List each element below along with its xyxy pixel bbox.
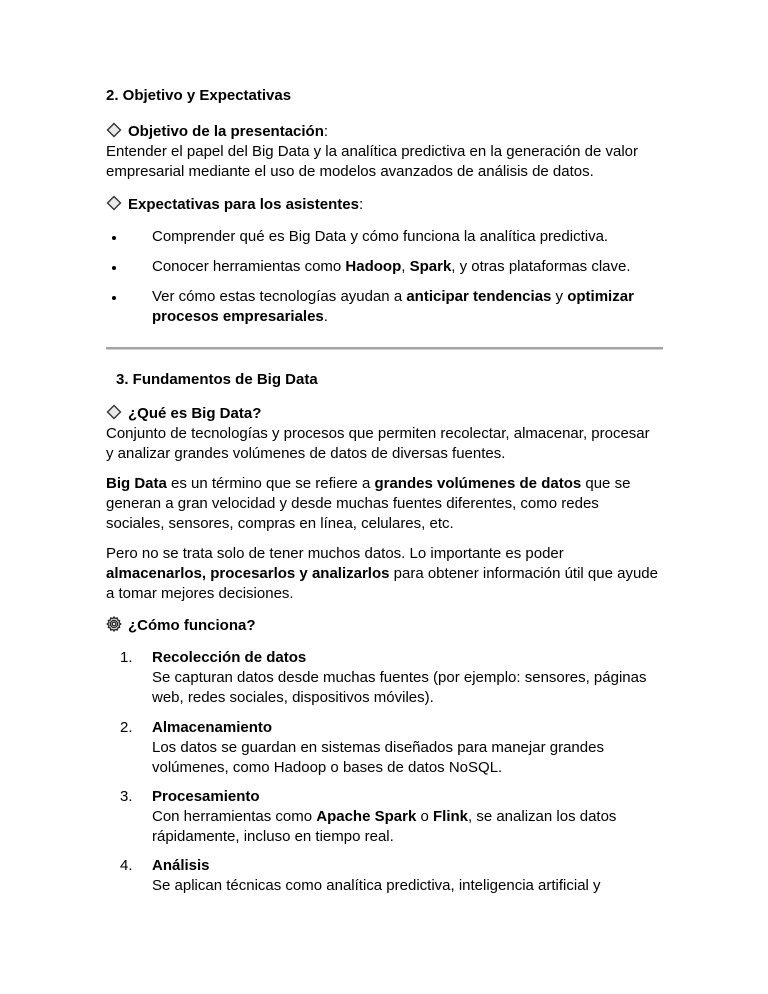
para2-line-1: Pero no se trata solo de tener muchos datos. Lo importante es poder (106, 545, 564, 562)
para1-line-2: generan a gran velocidad y desde muchas fuentes diferentes, como redes (106, 495, 599, 512)
expectativas-colon: : (358, 196, 364, 213)
objetivo-label: Objetivo de la presentación (128, 123, 324, 140)
para1-line-3: sociales, sensores, compras en línea, celulares, etc. (106, 515, 454, 532)
bold-spark: Spark (409, 258, 452, 275)
gear-icon (106, 616, 122, 632)
que-es-label: ¿Qué es Big Data? (128, 405, 262, 422)
que-es-heading (106, 404, 666, 424)
step-number: 2. (120, 719, 133, 736)
expectativas-heading (106, 195, 666, 215)
step-title: Recolección de datos (152, 649, 307, 666)
objetivo-text-line-1: Entender el papel del Big Data y la analítica predictiva en la generación de valor (106, 143, 639, 160)
bold-procesos: procesos empresariales (152, 308, 324, 325)
text-run: , (401, 258, 410, 275)
bold-apache-spark: Apache Spark (316, 808, 417, 825)
text-run: o (416, 808, 433, 825)
step-number: 1. (120, 649, 133, 666)
que-es-text-line-1: Conjunto de tecnologías y procesos que permiten recolectar, almacenar, procesar (106, 425, 650, 442)
text-run: para obtener información útil que ayude (389, 565, 658, 582)
bold-hadoop: Hadoop (345, 258, 402, 275)
step-number: 3. (120, 788, 133, 805)
step-title: Análisis (152, 857, 210, 874)
objetivo-colon: : (323, 123, 329, 140)
bold-anticipar: anticipar tendencias (406, 288, 552, 305)
diamond-outline-icon (106, 195, 122, 211)
bold-optimizar: optimizar (567, 288, 634, 305)
bold-flink: Flink (432, 808, 468, 825)
list-item-text (152, 287, 634, 307)
para2-line-2 (106, 564, 666, 584)
para1-line-1 (106, 474, 666, 494)
step-text-line-1: Los datos se guardan en sistemas diseñados para manejar grandes (152, 739, 604, 756)
step-text-line-1 (152, 807, 616, 827)
step-text-line-2: rápidamente, incluso en tiempo real. (152, 828, 394, 845)
step-text-line-1: Se aplican técnicas como analítica predictiva, inteligencia artificial y (152, 877, 601, 894)
diamond-outline-icon (106, 122, 122, 138)
text-run: Ver cómo estas tecnologías ayudan a (152, 288, 407, 305)
text-run: Conocer herramientas como (152, 258, 346, 275)
text-run: . (323, 308, 328, 325)
section-2-heading: 2. Objetivo y Expectativas (106, 87, 292, 104)
text-run: y (551, 288, 568, 305)
horizontal-rule (106, 347, 663, 350)
step-title: Procesamiento (152, 788, 260, 805)
list-item-text (152, 257, 631, 277)
bold-almacenarlos: almacenarlos, procesarlos y analizarlos (106, 565, 390, 582)
list-item-text-cont (152, 307, 328, 327)
step-text-line-2: web, redes sociales, dispositivos móviles). (152, 689, 434, 706)
step-text-line-2: volúmenes, como Hadoop o bases de datos NoSQL. (152, 759, 503, 776)
como-funciona-heading (106, 616, 666, 636)
como-funciona-label: ¿Cómo funciona? (128, 617, 256, 634)
text-run: , y otras plataformas clave. (451, 258, 631, 275)
para2-line-3: a tomar mejores decisiones. (106, 585, 294, 602)
section-3-heading: 3. Fundamentos de Big Data (116, 371, 318, 388)
list-item-text: Comprender qué es Big Data y cómo funciona la analítica predictiva. (152, 228, 609, 245)
expectativas-label: Expectativas para los asistentes (128, 196, 359, 213)
bold-grandes-volumenes: grandes volúmenes de datos (374, 475, 582, 492)
step-title: Almacenamiento (152, 719, 273, 736)
text-run: , se analizan los datos (468, 808, 617, 825)
text-run: Con herramientas como (152, 808, 317, 825)
text-run: que se (581, 475, 631, 492)
step-text-line-1: Se capturan datos desde muchas fuentes (por ejemplo: sensores, páginas (152, 669, 647, 686)
text-run: es un término que se refiere a (166, 475, 375, 492)
bold-big-data: Big Data (106, 475, 167, 492)
diamond-outline-icon (106, 404, 122, 420)
objetivo-text-line-2: empresarial mediante el uso de modelos avanzados de análisis de datos. (106, 163, 594, 180)
que-es-text-line-2: y analizar grandes volúmenes de datos de diversas fuentes. (106, 445, 506, 462)
step-number: 4. (120, 857, 133, 874)
objetivo-heading (106, 122, 666, 142)
